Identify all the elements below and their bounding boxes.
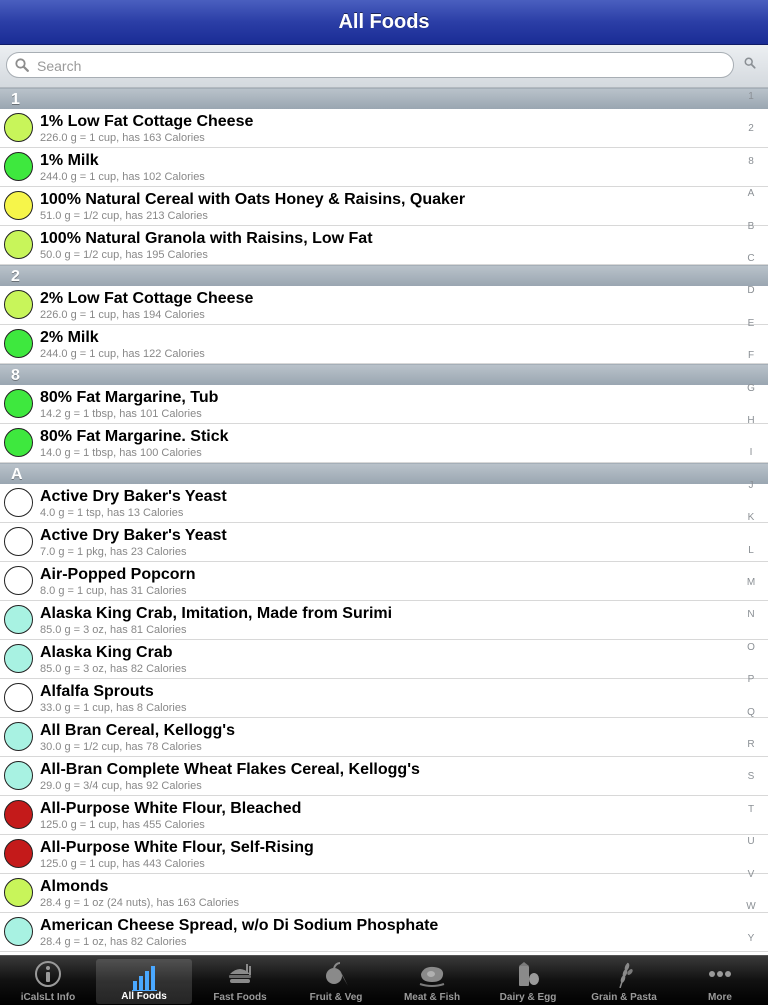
food-detail: 8.0 g = 1 cup, has 31 Calories xyxy=(40,585,187,597)
food-detail: 51.0 g = 1/2 cup, has 213 Calories xyxy=(40,210,208,222)
index-letter[interactable]: V xyxy=(747,868,755,880)
food-detail: 7.0 g = 1 pkg, has 23 Calories xyxy=(40,546,187,558)
food-name: 2% Low Fat Cottage Cheese xyxy=(40,290,254,307)
food-name: 80% Fat Margarine. Stick xyxy=(40,428,229,445)
food-row[interactable] xyxy=(0,226,768,265)
index-letter[interactable]: Y xyxy=(747,933,755,945)
index-letter[interactable]: A xyxy=(747,188,755,200)
food-row[interactable] xyxy=(0,757,768,796)
food-name: 100% Natural Granola with Raisins, Low Fat xyxy=(40,230,373,247)
food-name: 1% Milk xyxy=(40,152,99,169)
rating-circle-icon xyxy=(4,839,33,868)
food-row[interactable] xyxy=(0,718,768,757)
food-detail: 14.2 g = 1 tbsp, has 101 Calories xyxy=(40,408,202,420)
food-row[interactable] xyxy=(0,424,768,463)
section-header: A xyxy=(0,463,768,484)
food-row[interactable] xyxy=(0,796,768,835)
index-letter[interactable]: N xyxy=(747,609,755,621)
food-row[interactable] xyxy=(0,187,768,226)
tab-label: More xyxy=(708,992,732,1003)
search-icon xyxy=(15,58,29,72)
index-letter[interactable]: 8 xyxy=(748,155,754,167)
tab-fast-foods[interactable] xyxy=(192,956,288,1005)
rating-circle-icon xyxy=(4,722,33,751)
tab-bar xyxy=(0,955,768,1005)
index-letter[interactable]: F xyxy=(747,350,755,362)
rating-circle-icon xyxy=(4,113,33,142)
tab-label: Fruit & Veg xyxy=(309,992,363,1003)
index-search-icon[interactable] xyxy=(744,57,756,69)
navigation-bar xyxy=(0,0,768,45)
rating-circle-icon xyxy=(4,878,33,907)
rating-circle-icon xyxy=(4,566,33,595)
wheat-icon xyxy=(610,960,638,988)
index-letter[interactable]: E xyxy=(747,317,755,329)
tab-label: iCalsLt Info xyxy=(20,992,76,1003)
food-row[interactable] xyxy=(0,484,768,523)
tab-icalslt-info[interactable] xyxy=(0,956,96,1005)
tab-grain-pasta[interactable] xyxy=(576,956,672,1005)
index-letter[interactable]: H xyxy=(747,415,755,426)
food-detail: 4.0 g = 1 tsp, has 13 Calories xyxy=(40,507,184,519)
rating-circle-icon xyxy=(4,527,33,556)
food-name: All-Bran Complete Wheat Flakes Cereal, Kellogg's xyxy=(40,761,420,778)
food-row[interactable] xyxy=(0,325,768,364)
food-detail: 28.4 g = 1 oz (24 nuts), has 163 Calories xyxy=(40,897,240,909)
food-name: 80% Fat Margarine, Tub xyxy=(40,389,219,406)
rating-circle-icon xyxy=(4,644,33,673)
rating-circle-icon xyxy=(4,329,33,358)
search-field[interactable] xyxy=(6,52,734,78)
index-letter[interactable]: O xyxy=(747,641,755,653)
food-row[interactable] xyxy=(0,562,768,601)
rating-circle-icon xyxy=(4,191,33,220)
food-detail: 30.0 g = 1/2 cup, has 78 Calories xyxy=(40,741,202,753)
tab-fruit-veg[interactable] xyxy=(288,956,384,1005)
food-name: 100% Natural Cereal with Oats Honey & Raisins, Quaker xyxy=(40,191,466,208)
section-header: 8 xyxy=(0,364,768,385)
rating-circle-icon xyxy=(4,761,33,790)
milk-egg-icon xyxy=(514,960,542,988)
tab-label: Grain & Pasta xyxy=(591,992,657,1003)
food-detail: 125.0 g = 1 cup, has 443 Calories xyxy=(40,858,205,870)
food-detail: 226.0 g = 1 cup, has 163 Calories xyxy=(40,132,205,144)
search-input[interactable] xyxy=(35,55,719,77)
food-name: All Bran Cereal, Kellogg's xyxy=(40,722,235,739)
food-detail: 125.0 g = 1 cup, has 455 Calories xyxy=(40,819,205,831)
food-name: Air-Popped Popcorn xyxy=(40,566,196,583)
food-name: Almonds xyxy=(40,878,109,895)
food-detail: 244.0 g = 1 cup, has 122 Calories xyxy=(40,348,205,360)
food-row[interactable] xyxy=(0,640,768,679)
tab-label: Fast Foods xyxy=(213,992,267,1003)
tab-label: Meat & Fish xyxy=(403,992,461,1003)
food-detail: 226.0 g = 1 cup, has 194 Calories xyxy=(40,309,205,321)
index-letter[interactable]: B xyxy=(747,220,755,232)
food-name: Alaska King Crab xyxy=(40,644,173,661)
index-letter[interactable]: K xyxy=(747,512,755,524)
food-detail: 29.0 g = 3/4 cup, has 92 Calories xyxy=(40,780,202,792)
section-header: 2 xyxy=(0,265,768,286)
rating-circle-icon xyxy=(4,230,33,259)
index-letter[interactable]: S xyxy=(747,771,755,783)
tab-all-foods[interactable] xyxy=(96,959,192,1004)
tab-dairy-egg[interactable] xyxy=(480,956,576,1005)
food-detail: 85.0 g = 3 oz, has 81 Calories xyxy=(40,624,187,636)
food-name: 1% Low Fat Cottage Cheese xyxy=(40,113,254,130)
food-name: Alfalfa Sprouts xyxy=(40,683,154,700)
index-letter[interactable]: W xyxy=(746,901,756,912)
index-letter[interactable]: Q xyxy=(747,706,755,718)
food-name: All-Purpose White Flour, Bleached xyxy=(40,800,302,817)
food-row[interactable] xyxy=(0,109,768,148)
index-letter[interactable]: 2 xyxy=(748,123,754,135)
index-letter[interactable]: 1 xyxy=(748,91,754,102)
food-row[interactable] xyxy=(0,874,768,913)
steak-icon xyxy=(418,960,446,988)
burger-icon xyxy=(226,960,254,988)
section-header: 1 xyxy=(0,88,768,109)
food-row[interactable] xyxy=(0,286,768,325)
food-row[interactable] xyxy=(0,679,768,718)
food-row[interactable] xyxy=(0,835,768,874)
index-letter[interactable]: L xyxy=(748,544,754,556)
food-row[interactable] xyxy=(0,382,768,424)
food-detail: 33.0 g = 1 cup, has 8 Calories xyxy=(40,702,187,714)
index-letter[interactable]: D xyxy=(747,285,755,297)
page-title: All Foods xyxy=(338,11,430,33)
food-detail: 50.0 g = 1/2 cup, has 195 Calories xyxy=(40,249,208,261)
food-row[interactable] xyxy=(0,913,768,952)
tab-more[interactable] xyxy=(672,956,768,1005)
rating-circle-icon xyxy=(4,290,33,319)
index-letter[interactable]: C xyxy=(747,253,755,264)
rating-circle-icon xyxy=(4,605,33,634)
food-detail: 14.0 g = 1 tbsp, has 100 Calories xyxy=(40,447,202,459)
index-letter[interactable]: R xyxy=(747,739,755,750)
index-letter[interactable]: J xyxy=(748,479,754,491)
index-letter[interactable]: U xyxy=(747,836,755,848)
food-name: Alaska King Crab, Imitation, Made from Surimi xyxy=(40,605,393,622)
rating-circle-icon xyxy=(4,488,33,517)
bar-chart-icon xyxy=(130,963,158,991)
food-list[interactable] xyxy=(0,88,768,955)
more-icon xyxy=(706,960,734,988)
rating-circle-icon xyxy=(4,917,33,946)
food-row[interactable] xyxy=(0,523,768,562)
rating-circle-icon xyxy=(4,683,33,712)
food-detail: 85.0 g = 3 oz, has 82 Calories xyxy=(40,663,187,675)
index-letter[interactable]: P xyxy=(747,674,755,686)
rating-circle-icon xyxy=(4,428,33,457)
food-detail: 244.0 g = 1 cup, has 102 Calories xyxy=(40,171,205,183)
tab-label: Dairy & Egg xyxy=(499,992,557,1003)
food-name: Active Dry Baker's Yeast xyxy=(40,527,227,544)
info-icon xyxy=(34,960,62,988)
food-detail: 28.4 g = 1 oz, has 82 Calories xyxy=(40,936,187,948)
food-name: All-Purpose White Flour, Self-Rising xyxy=(40,839,314,856)
food-row[interactable] xyxy=(0,601,768,640)
section-index[interactable] xyxy=(740,88,762,955)
index-letter[interactable]: I xyxy=(749,447,753,459)
rating-circle-icon xyxy=(4,389,33,418)
rating-circle-icon xyxy=(4,152,33,181)
food-name: 2% Milk xyxy=(40,329,99,346)
tab-label: All Foods xyxy=(121,991,167,1002)
tab-meat-fish[interactable] xyxy=(384,956,480,1005)
apple-carrot-icon xyxy=(322,960,350,988)
food-row[interactable] xyxy=(0,148,768,187)
food-name: Active Dry Baker's Yeast xyxy=(40,488,227,505)
food-name: American Cheese Spread, w/o Di Sodium Phosphate xyxy=(40,917,439,934)
index-letter[interactable]: G xyxy=(747,382,755,394)
rating-circle-icon xyxy=(4,800,33,829)
index-letter[interactable]: M xyxy=(746,577,756,588)
search-bar xyxy=(0,45,768,88)
index-letter[interactable]: T xyxy=(747,803,755,815)
